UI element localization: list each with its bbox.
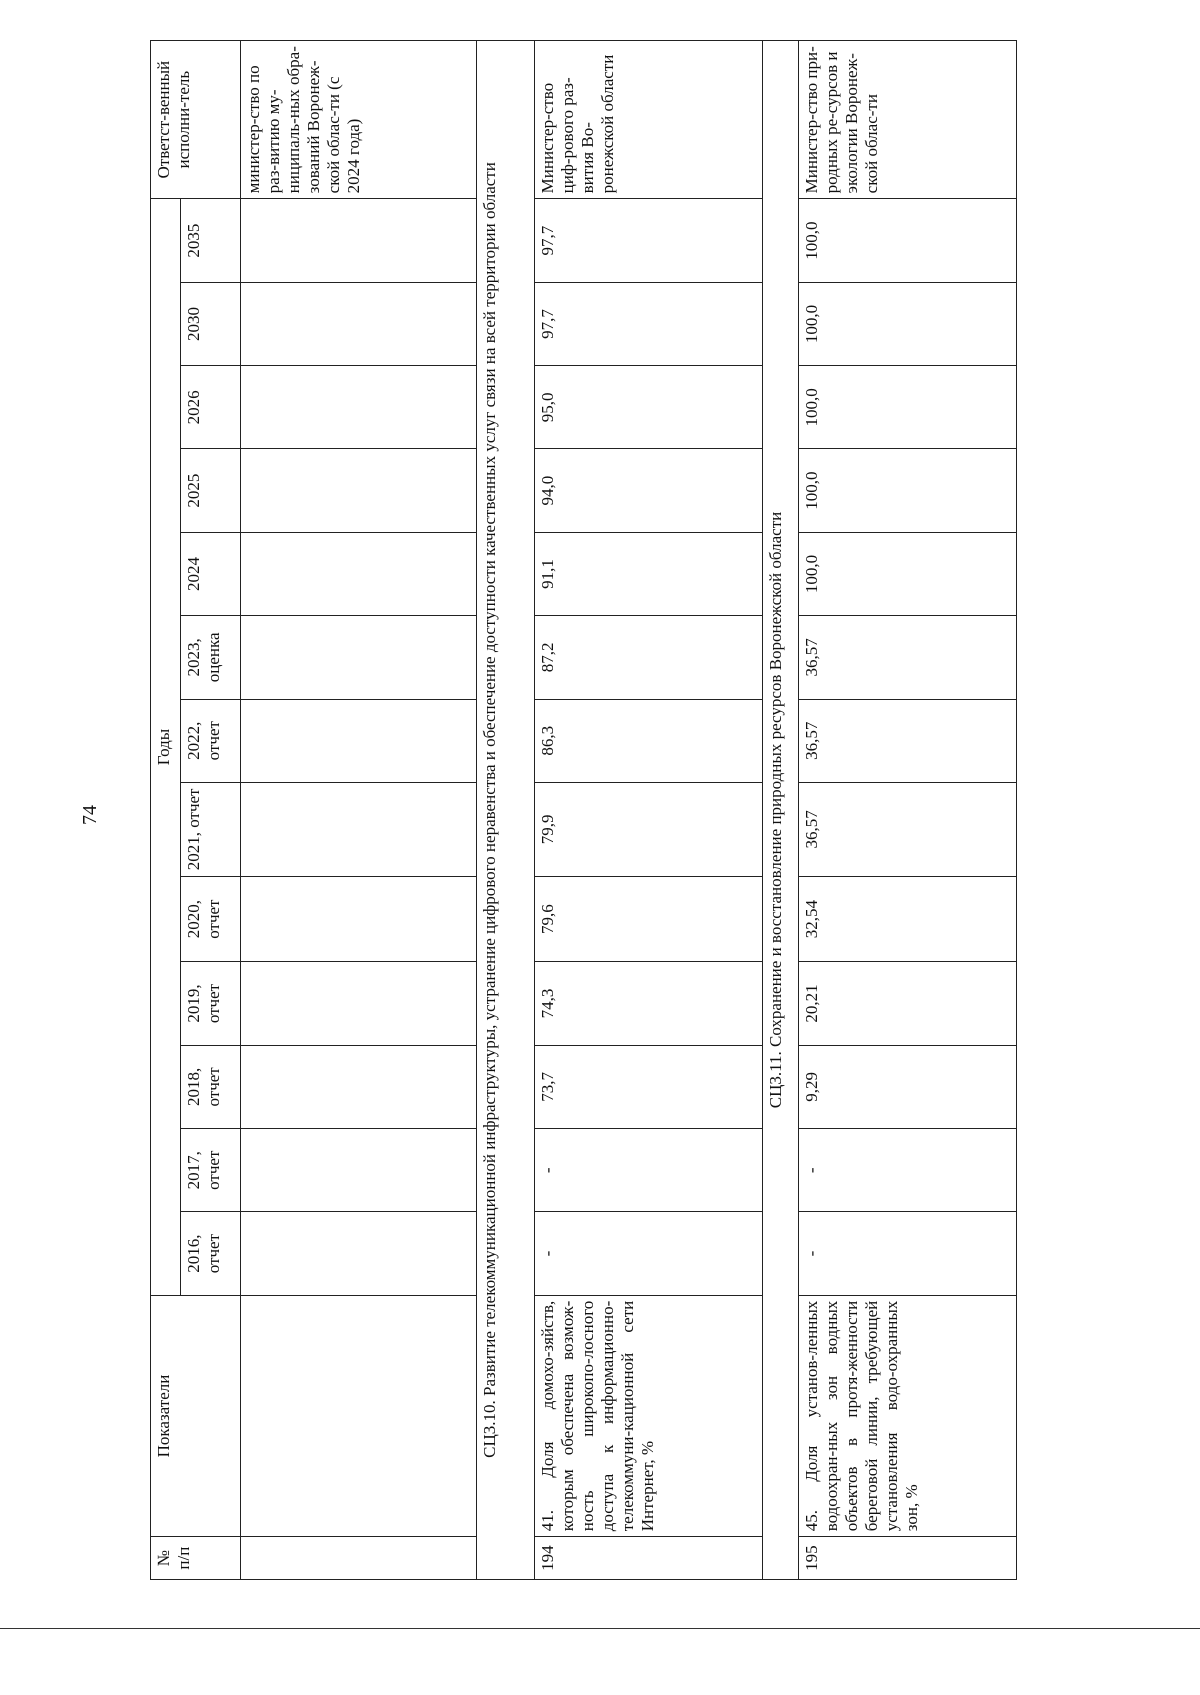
value-cell: - xyxy=(799,1212,1017,1295)
value-cell: 97,7 xyxy=(535,282,763,365)
value-cell: 95,0 xyxy=(535,366,763,449)
row-number: 195 xyxy=(799,1537,1017,1580)
rotated-table-wrapper xyxy=(150,40,1100,1580)
table-row xyxy=(799,41,1017,1580)
year-header: 2017, отчет xyxy=(181,1129,241,1212)
value-cell: 79,6 xyxy=(535,876,763,961)
year-header: 2016, отчет xyxy=(181,1212,241,1295)
year-header: 2022, отчет xyxy=(181,699,241,782)
document-sheet xyxy=(150,40,1100,1580)
value-cell: 100,0 xyxy=(799,282,1017,365)
year-header: 2024 xyxy=(181,532,241,615)
value-cell: 100,0 xyxy=(799,199,1017,282)
page-number: 74 xyxy=(79,805,101,825)
year-header: 2026 xyxy=(181,366,241,449)
responsible-cell: министер-ство по раз-витию му-ниципаль-ных обра-зований Воронеж-ской облас-ти (с 2024 года) xyxy=(241,41,477,199)
value-cell: 79,9 xyxy=(535,782,763,876)
table-row-continuation xyxy=(241,41,477,1580)
year-header: 2020, отчет xyxy=(181,876,241,961)
value-cell: 74,3 xyxy=(535,962,763,1045)
indicator-cell: 45. Доля установ-ленных водоохран-ных зон водных объектов в протя-женности береговой линии, требующей установления водо-охранных зон, % xyxy=(799,1295,1017,1537)
year-header: 2023, оценка xyxy=(181,616,241,699)
page-bottom-rule xyxy=(0,1628,1200,1629)
value-cell: 94,0 xyxy=(535,449,763,532)
value-cell: 36,57 xyxy=(799,782,1017,876)
value-cell: 86,3 xyxy=(535,699,763,782)
year-header: 2030 xyxy=(181,282,241,365)
section-row xyxy=(477,41,535,1580)
value-cell: - xyxy=(535,1129,763,1212)
responsible-cell: Министер-ство при-родных ре-сурсов и экологии Воронеж-ской облас-ти xyxy=(799,41,1017,199)
value-cell: - xyxy=(799,1129,1017,1212)
value-cell: 100,0 xyxy=(799,532,1017,615)
value-cell: 20,21 xyxy=(799,962,1017,1045)
value-cell: 91,1 xyxy=(535,532,763,615)
indicator-cell: 41. Доля домохо-зяйств, которым обеспечена возмож-ность широкопо-лосного доступа к информационно-телекоммуни-кационной сети Интернет, % xyxy=(535,1295,763,1537)
section-row xyxy=(763,41,799,1580)
indicators-table xyxy=(150,40,1017,1580)
value-cell: 100,0 xyxy=(799,449,1017,532)
header-years: Годы xyxy=(151,199,181,1295)
header-responsible: Ответст-венный исполни-тель xyxy=(151,41,241,199)
year-header: 2018, отчет xyxy=(181,1045,241,1128)
year-header: 2025 xyxy=(181,449,241,532)
value-cell: 97,7 xyxy=(535,199,763,282)
table-row xyxy=(535,41,763,1580)
value-cell: 87,2 xyxy=(535,616,763,699)
value-cell: 9,29 xyxy=(799,1045,1017,1128)
section-title: СЦ3.11. Сохранение и восстановление природных ресурсов Воронежской области xyxy=(763,41,799,1580)
value-cell: 36,57 xyxy=(799,616,1017,699)
value-cell: - xyxy=(535,1212,763,1295)
value-cell: 100,0 xyxy=(799,366,1017,449)
value-cell: 73,7 xyxy=(535,1045,763,1128)
value-cell: 36,57 xyxy=(799,699,1017,782)
row-number: 194 xyxy=(535,1537,763,1580)
year-header: 2035 xyxy=(181,199,241,282)
year-header: 2019, отчет xyxy=(181,962,241,1045)
value-cell: 32,54 xyxy=(799,876,1017,961)
responsible-cell: Министер-ство циф-рового раз-вития Во-ронежской области xyxy=(535,41,763,199)
year-header: 2021, отчет xyxy=(181,782,241,876)
section-title: СЦ3.10. Развитие телекоммуникационной инфраструктуры, устранение цифрового неравенства и обеспечение доступности качественных услуг связи на всей территории области xyxy=(477,41,535,1580)
header-indicator: Показатели xyxy=(151,1295,241,1537)
header-num: № п/п xyxy=(151,1537,241,1580)
